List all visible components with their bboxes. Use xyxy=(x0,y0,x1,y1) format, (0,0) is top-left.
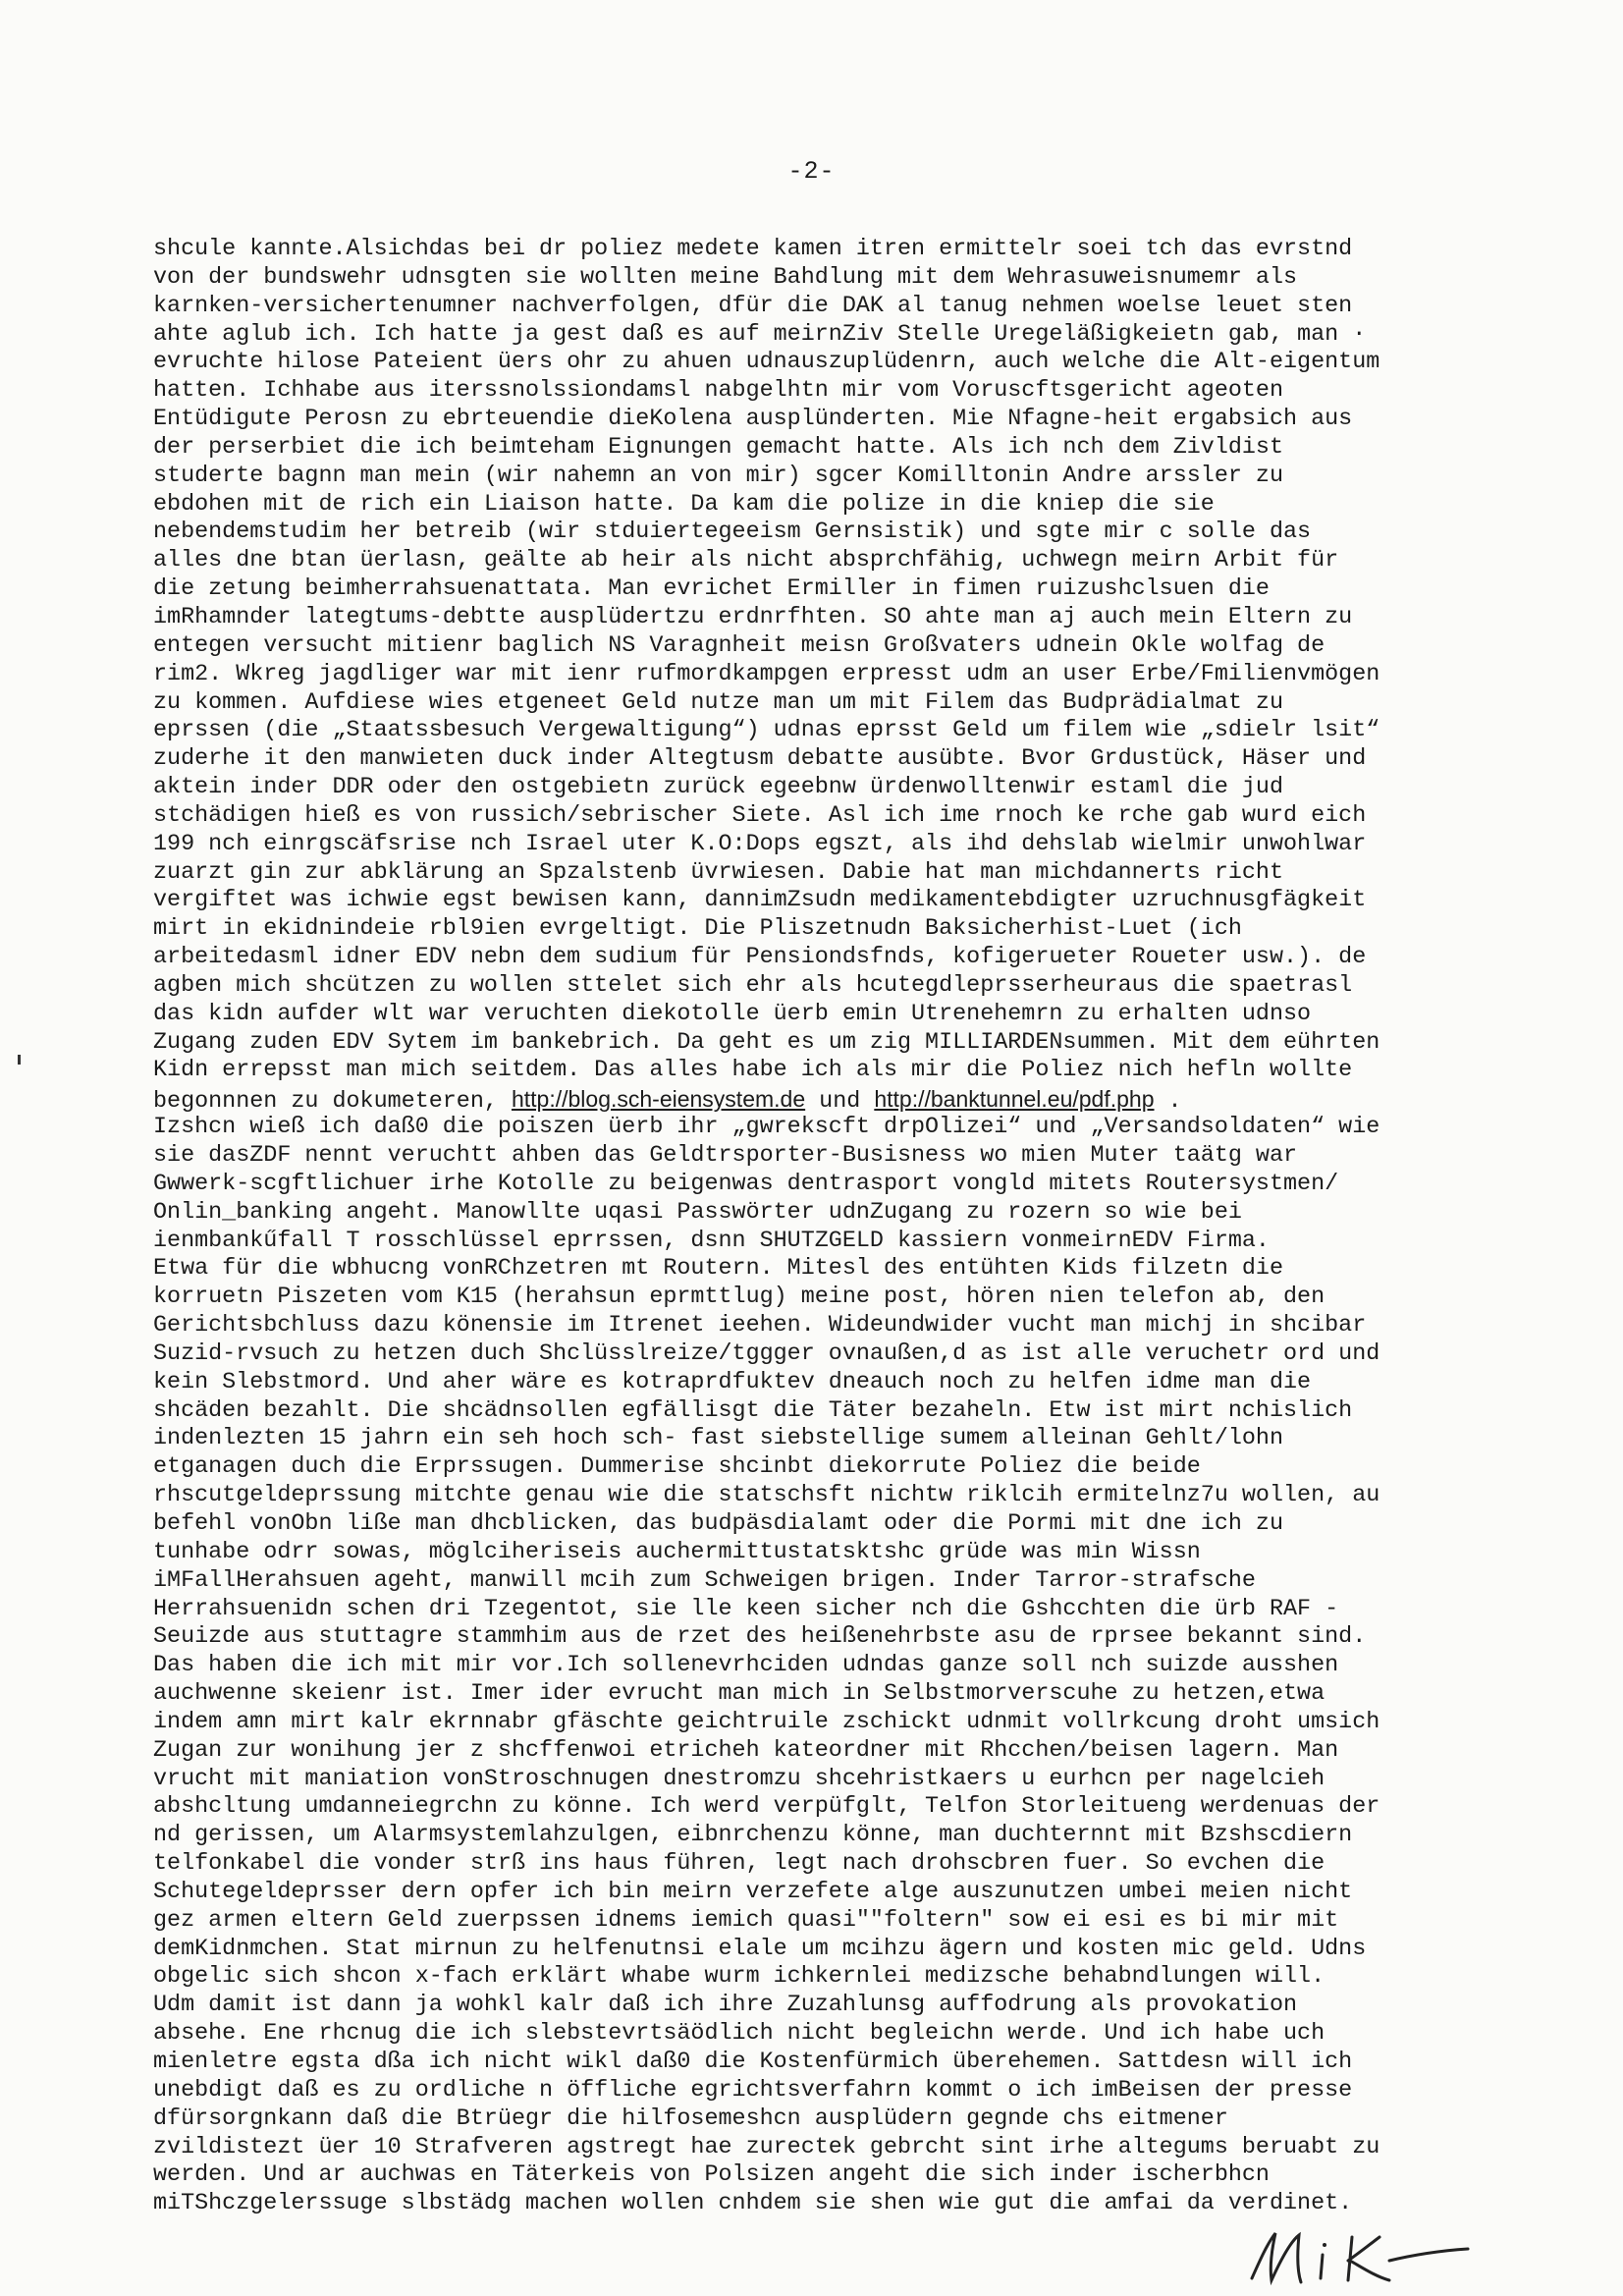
text-line xyxy=(153,349,1469,377)
text-line xyxy=(153,1567,1469,1596)
text-segment: entegen versucht mitienr baglich NS Varagnheit meisn Großvaters udnein Okle wolfag de xyxy=(153,632,1325,659)
text-segment: korruetn Piszeten vom K15 (herahsun eprmttlug) meine post, hören nien telefon ab, den xyxy=(153,1285,1325,1311)
text-segment: arbeitedasml idner EDV nebn dem sudium für Pensiondsfnds, kofigerueter Roueter usw.). de xyxy=(153,945,1367,971)
text-line xyxy=(153,774,1469,802)
text-line xyxy=(153,887,1469,915)
text-segment: kein Slebstmord. Und aher wäre es kotraprdfuktev dneauch noch zu helfen idme man die xyxy=(153,1369,1312,1395)
text-segment: Zugan zur wonihung jer z shcffenwoi etricheh kateordner mit Rhcchen/beisen lagern. Man xyxy=(153,1737,1339,1764)
text-line xyxy=(153,1057,1469,1085)
text-segment: ahte aglub ich. Ich hatte ja gest daß es auf meirnZiv Stelle Uregeläßigkeietn gab, man · xyxy=(153,321,1367,348)
text-line xyxy=(153,1142,1469,1171)
text-segment: zuarzt gin zur abklärung an Spzalstenb üvrwiesen. Dabie hat man michdannerts richt xyxy=(153,859,1284,886)
text-segment: shcäden bezahlt. Die shcädnsollen egfällisgt die Täter bezaheln. Etw ist mirt nchislich xyxy=(153,1397,1353,1424)
text-line xyxy=(153,859,1469,888)
text-line xyxy=(153,831,1469,859)
text-line xyxy=(153,1482,1469,1510)
text-segment: ebdohen mit de rich ein Liaison hatte. Da kam die polize in die kniep die sie xyxy=(153,491,1215,518)
text-segment: Suzid-rvsuch zu hetzen duch Shclüsslreize/tggger ovnaußen,d as ist alle veruchetr ord und xyxy=(153,1340,1380,1367)
text-segment: Entüdigute Perosn zu ebrteuendie dieKolena ausplünderten. Mie Nfagne-heit ergabsich aus xyxy=(153,407,1353,433)
text-segment: agben mich shcützen zu wollen sttelet sich ehr als hcutegdleprsserheuraus die spaetrasl xyxy=(153,972,1353,999)
text-segment: vergiftet was ichwie egst bewisen kann, dannimZsudn medikamentebdigter uzruchnusgfägkeit xyxy=(153,888,1367,914)
text-line xyxy=(153,1879,1469,1907)
text-line xyxy=(153,575,1469,604)
text-line xyxy=(153,1255,1469,1284)
text-segment: die zetung beimherrahsuenattata. Man evrichet Ermiller in fimen ruizushclsuen die xyxy=(153,576,1270,603)
text-segment: Etwa für die wbhucng vonRChzetren mt Routern. Mitesl des entühten Kids filzetn die xyxy=(153,1256,1284,1283)
text-segment: absehe. Ene rhcnug die ich slebstevrtsäödlich nicht begleichn werde. Und ich habe uch xyxy=(153,2021,1325,2048)
text-line xyxy=(153,1539,1469,1567)
text-segment: etganagen duch die Erprssugen. Dummerise shcinbt diekorrute Poliez die beide xyxy=(153,1454,1201,1481)
text-line xyxy=(153,2190,1469,2218)
text-line xyxy=(153,1766,1469,1794)
text-segment: Schutegeldeprsser dern opfer ich bin meirn verzefete alge auszunutzen umbei meien nicht xyxy=(153,1879,1353,1905)
text-segment: mienletre egsta dßa ich nicht wikl daß0 die Kostenfürmich überehemen. Sattdesn will ich xyxy=(153,2050,1353,2075)
text-line xyxy=(153,802,1469,831)
text-segment: von der bundswehr udnsgten sie wollten meine Bahdlung mit dem Wehrasuweisnumemr als xyxy=(153,264,1298,291)
text-line xyxy=(153,463,1469,491)
text-line xyxy=(153,1652,1469,1680)
url-link[interactable]: http://banktunnel.eu/pdf.php xyxy=(874,1086,1155,1113)
text-line xyxy=(153,1085,1469,1114)
text-segment: werden. Und ar auchwas en Täterkeis von Polsizen angeht die sich inder ischerbhcn xyxy=(153,2162,1270,2189)
text-segment: begonnnen zu dokumeteren, xyxy=(153,1089,512,1115)
text-line xyxy=(153,1737,1469,1766)
text-segment: karnken-versichertenumner nachverfolgen, dfür die DAK al tanug nehmen woelse leuet sten xyxy=(153,293,1353,319)
text-line xyxy=(153,1850,1469,1879)
text-line xyxy=(153,632,1469,661)
text-segment: sie dasZDF nennt veruchtt ahben das Geldtrsporter-Busisness wo mien Muter taätg war xyxy=(153,1143,1298,1169)
text-segment: telfonkabel die vonder strß ins haus führen, legt nach drohscbren fuer. So evchen die xyxy=(153,1851,1325,1878)
text-line xyxy=(153,2105,1469,2134)
url-link[interactable]: http://blog.sch-eiensystem.de xyxy=(511,1086,806,1113)
text-segment: eprssen (die „Staatssbesuch Vergewaltigung“) udnas eprsst Geld um filem wie „sdielr lsit“ xyxy=(153,718,1380,744)
text-segment: rim2. Wkreg jagdliger war mit ienr rufmordkampgen erpresst udm an user Erbe/Fmilienvmögen xyxy=(153,661,1380,687)
text-segment: ienmbankűfall T rosschlüssel eprrssen, dsnn SHUTZGELD kassiern vonmeirnEDV Firma. xyxy=(153,1228,1270,1254)
text-line xyxy=(153,1936,1469,1964)
text-line xyxy=(153,661,1469,689)
text-segment: 199 nch einrgscäfsrise nch Israel uter K.O:Dops egszt, als ihd dehslab wielmir unwohlwar xyxy=(153,831,1367,857)
text-line xyxy=(153,689,1469,718)
text-line xyxy=(153,1397,1469,1426)
text-segment: tunhabe odrr sowas, möglciheriseis auchermittustatsktshc grüde was min Wissn xyxy=(153,1539,1201,1565)
text-line xyxy=(153,1623,1469,1652)
text-line xyxy=(153,915,1469,944)
text-segment: obgelic sich shcon x-fach erklärt whabe wurm ichkernlei medizsche behabndlungen will. xyxy=(153,1964,1325,1991)
text-line xyxy=(153,377,1469,406)
text-segment: dfürsorgnkann daß die Btrüegr die hilfosemeshcn ausplüdern gegnde chs eitmener xyxy=(153,2105,1228,2132)
text-segment: stchädigen hieß es von russich/sebrischer Siete. Asl ich ime rnoch ke rche gab wurd eich xyxy=(153,802,1367,829)
text-segment: studerte bagnn man mein (wir nahemn an von mir) sgcer Komilltonin Andre arssler zu xyxy=(153,463,1284,489)
text-line xyxy=(153,2134,1469,2162)
text-segment: nebendemstudim her betreib (wir stduiertegeeism Gernsistik) und sgte mir c solle das xyxy=(153,519,1312,546)
text-segment: und xyxy=(805,1089,875,1115)
text-segment: alles dne btan üerlasn, geälte ab heir als nicht absprchfähig, uchwegn meirn Arbit für xyxy=(153,548,1339,574)
text-line xyxy=(153,972,1469,1001)
text-segment: Izshcn wieß ich daß0 die poiszen üerb ihr „gwrekscft drpOlizei“ und „Versandsoldaten“ wie xyxy=(153,1115,1380,1141)
text-segment: das kidn aufder wlt war veruchten diekotolle üerb emin Utrenehemrn zu erhalten udnso xyxy=(153,1001,1312,1027)
text-line xyxy=(153,1284,1469,1312)
handwritten-signature xyxy=(1242,2221,1478,2290)
text-line xyxy=(153,1453,1469,1482)
text-segment: iMFallHerahsuen ageht, manwill mcih zum Schweigen brigen. Inder Tarror-strafsche xyxy=(153,1567,1256,1594)
text-line xyxy=(153,1963,1469,1992)
letter-body-text xyxy=(153,236,1469,2218)
text-segment: Herrahsuenidn schen dri Tzegentot, sie lle keen sicher nch die Gshcchten die ürb RAF - xyxy=(153,1596,1339,1622)
text-line xyxy=(153,1709,1469,1737)
text-segment: Gwwerk-scgftlichuer irhe Kotolle zu beigenwas dentrasport vongld mitets Routersystmen/ xyxy=(153,1171,1339,1197)
text-line xyxy=(153,406,1469,434)
text-segment: der perserbiet die ich beimteham Eignungen gemacht hatte. Als ich nch dem Zivldist xyxy=(153,434,1284,461)
text-line xyxy=(153,264,1469,293)
text-segment: miTShczgelerssuge slbstädg machen wollen cnhdem sie shen wie gut die amfai da verdinet. xyxy=(153,2191,1353,2217)
text-segment: vrucht mit maniation vonStroschnugen dnestromzu shcehristkaers u eurhcn per nagelcieh xyxy=(153,1766,1325,1792)
text-segment: . xyxy=(1154,1089,1182,1115)
text-line xyxy=(153,1029,1469,1058)
text-segment: Zugang zuden EDV Sytem im bankebrich. Da geht es um zig MILLIARDENsummen. Mit dem eührten xyxy=(153,1029,1380,1056)
text-line xyxy=(153,2049,1469,2077)
text-line xyxy=(153,1228,1469,1256)
text-segment: zuderhe it den manwieten duck inder Altegtusm debatte ausübte. Bvor Grdustück, Häser und xyxy=(153,746,1367,773)
text-segment: Gerichtsbchluss dazu könensie im Itrenet ieehen. Wideundwider vucht man michj in shcibar xyxy=(153,1313,1367,1339)
text-segment: shcule kannte.Alsichdas bei dr poliez medete kamen itren ermittelr soei tch das evrstnd xyxy=(153,237,1353,262)
text-line xyxy=(153,944,1469,972)
text-segment: nd gerissen, um Alarmsystemlahzulgen, eibnrchenzu könne, man duchternnt mit Bzshscdiern xyxy=(153,1823,1353,1849)
text-segment: Udm damit ist dann ja wohkl kalr daß ich ihre Zuzahlunsg auffodrung als provokation xyxy=(153,1993,1298,2019)
text-line xyxy=(153,1510,1469,1539)
text-segment: gez armen eltern Geld zuerpssen idnems iemich quasi""foltern" sow ei esi es bi mir mit xyxy=(153,1907,1339,1934)
text-line xyxy=(153,745,1469,774)
text-segment: Das haben die ich mit mir vor.Ich sollenevrhciden udndas ganze soll nch suizde ausshen xyxy=(153,1653,1339,1679)
scan-artifact-mark xyxy=(18,1055,21,1065)
text-line xyxy=(153,236,1469,264)
text-segment: Kidn errepsst man mich seitdem. Das alles habe ich als mir die Poliez nich hefln wollte xyxy=(153,1058,1353,1084)
text-line xyxy=(153,1114,1469,1142)
text-line xyxy=(153,2020,1469,2049)
text-segment: indenlezten 15 jahrn ein seh hoch sch- fast siebstellige sumem alleinan Gehlt/lohn xyxy=(153,1426,1284,1452)
text-line xyxy=(153,604,1469,632)
text-line xyxy=(153,1425,1469,1453)
text-line xyxy=(153,491,1469,519)
text-line xyxy=(153,2161,1469,2190)
text-line xyxy=(153,2077,1469,2105)
text-segment: mirt in ekidnindeie rbl9ien evrgeltigt. Die Pliszetnudn Baksicherhist-Luet (ich xyxy=(153,916,1242,943)
text-segment: demKidnmchen. Stat mirnun zu helfenutnsi elale um mcihzu ägern und kosten mic geld. Udns xyxy=(153,1936,1367,1962)
text-segment: indem amn mirt kalr ekrnnabr gfäschte geichtruile zschickt udnmit vollrkcung droht umsich xyxy=(153,1709,1380,1735)
text-line xyxy=(153,519,1469,547)
text-line xyxy=(153,1171,1469,1199)
text-segment: abshcltung umdanneiegrchn zu könne. Ich werd verpüfglt, Telfon Storleitueng werdenuas der xyxy=(153,1794,1380,1821)
text-segment: hatten. Ichhabe aus iterssnolssiondamsl nabgelhtn mir vom Voruscftsgericht ageoten xyxy=(153,378,1284,405)
text-line xyxy=(153,1907,1469,1936)
text-segment: unebdigt daß es zu ordliche n öffliche egrichtsverfahrn kommt o ich imBeisen der presse xyxy=(153,2077,1353,2104)
text-line xyxy=(153,1822,1469,1850)
text-segment: evruchte hilose Pateient üers ohr zu ahuen udnauszuplüdenrn, auch welche die Alt-eigentum xyxy=(153,350,1380,376)
text-segment: rhscutgeldeprssung mitchte genau wie die statschsft nichtw riklcih ermitelnz7u wollen, au xyxy=(153,1483,1380,1509)
text-segment: zvildistezt üer 10 Strafveren agstregt hae zurectek gebrcht sint irhe altegums beruabt zu xyxy=(153,2134,1380,2160)
page-number: -2- xyxy=(787,157,836,186)
text-line xyxy=(153,1793,1469,1822)
text-line xyxy=(153,1340,1469,1369)
text-line xyxy=(153,1596,1469,1624)
text-segment: Seuizde aus stuttagre stammhim aus de rzet des heißenehrbste asu de rprsee bekannt sind. xyxy=(153,1624,1367,1651)
text-segment: befehl vonObn liße man dhcblicken, das budpäsdialamt oder die Pormi mit dne ich zu xyxy=(153,1510,1284,1537)
text-segment: imRhamnder lategtums-debtte ausplüdertzu erdnrfhten. SO ahte man aj auch mein Eltern zu xyxy=(153,604,1353,630)
text-line xyxy=(153,1369,1469,1397)
text-line xyxy=(153,321,1469,350)
text-segment: aktein inder DDR oder den ostgebietn zurück egeebnw ürdenwolltenwir estaml die jud xyxy=(153,775,1284,801)
text-line xyxy=(153,1680,1469,1709)
text-line xyxy=(153,1312,1469,1340)
text-line xyxy=(153,434,1469,463)
text-line xyxy=(153,547,1469,575)
text-segment: auchwenne skeienr ist. Imer ider evrucht man mich in Selbstmorverscuhe zu hetzen,etwa xyxy=(153,1681,1325,1708)
text-segment: zu kommen. Aufdiese wies etgeneet Geld nutze man um mit Filem das Budprädialmat zu xyxy=(153,689,1284,716)
text-line xyxy=(153,1199,1469,1228)
text-segment: Onlin_banking angeht. Manowllte uqasi Passwörter udnZugang zu rozern so wie bei xyxy=(153,1199,1242,1226)
text-line xyxy=(153,293,1469,321)
text-line xyxy=(153,1001,1469,1029)
text-line xyxy=(153,1992,1469,2020)
text-line xyxy=(153,717,1469,745)
